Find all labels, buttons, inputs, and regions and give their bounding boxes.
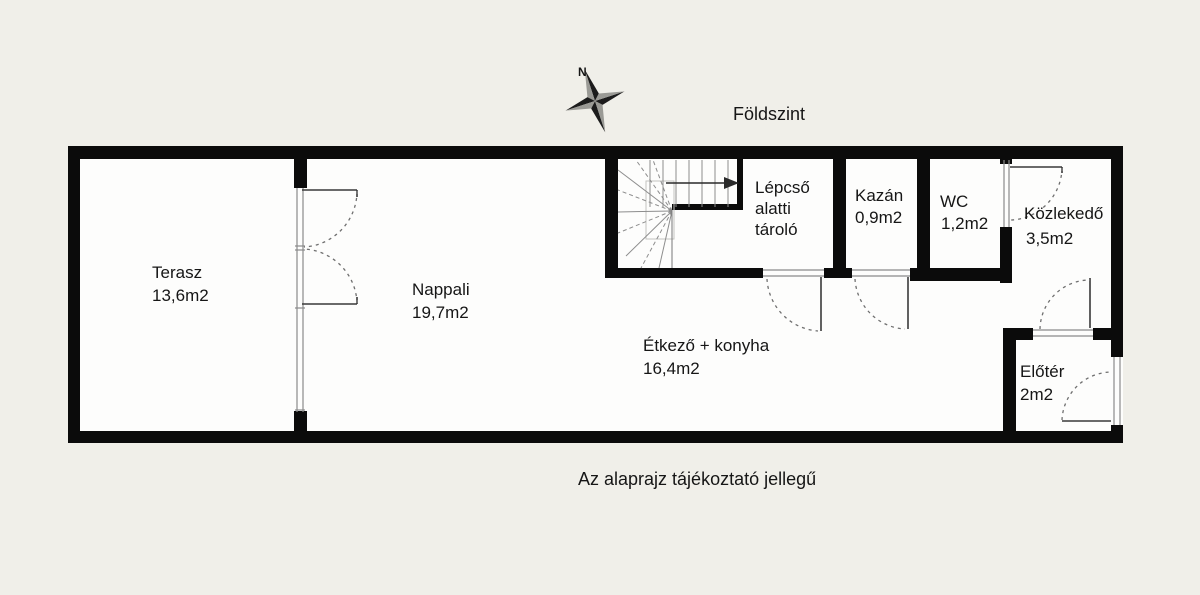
- wall-segment: [68, 146, 80, 443]
- room-name: Előtér: [1020, 362, 1065, 381]
- room-name-line2: alatti: [755, 199, 791, 218]
- wall-segment: [68, 146, 1123, 159]
- wall-segment: [917, 159, 930, 278]
- wall-segment: [605, 268, 763, 278]
- wall-segment: [605, 159, 618, 278]
- room-name: Közlekedő: [1024, 204, 1104, 223]
- room-name: Kazán: [855, 186, 904, 205]
- room-area: 13,6m2: [152, 286, 209, 305]
- room-area: 0,9m2: [855, 208, 903, 227]
- wall-segment: [68, 431, 1123, 443]
- room-name: Étkező + konyha: [643, 336, 770, 355]
- wall-segment: [737, 159, 743, 209]
- wall-segment: [294, 411, 307, 436]
- room-name-line3: tároló: [755, 220, 798, 239]
- wall-segment: [1000, 227, 1012, 283]
- room-name-line1: Lépcső: [755, 178, 810, 197]
- wall-segment: [1003, 328, 1033, 340]
- wall-segment: [1111, 425, 1123, 443]
- wall-segment: [1093, 328, 1123, 340]
- room-area: 2m2: [1020, 385, 1054, 404]
- wall-segment: [833, 159, 846, 278]
- room-name: WC: [940, 192, 969, 211]
- wall-segment: [1000, 159, 1012, 164]
- compass-rose: [555, 60, 634, 142]
- wall-segment: [1003, 340, 1016, 431]
- compass-north-label: N: [578, 65, 587, 79]
- room-area: 3,5m2: [1026, 229, 1074, 248]
- wall-segment: [672, 204, 743, 210]
- wall-segment: [1111, 146, 1123, 357]
- page-title: Földszint: [733, 104, 806, 124]
- disclaimer-note: Az alaprajz tájékoztató jellegű: [578, 469, 817, 489]
- room-area: 19,7m2: [412, 303, 469, 322]
- room-area: 1,2m2: [941, 214, 989, 233]
- room-name: Nappali: [412, 280, 470, 299]
- wall-segment: [294, 146, 307, 188]
- room-area: 16,4m2: [643, 359, 700, 378]
- room-name: Terasz: [152, 263, 203, 282]
- floor-area: [68, 146, 1123, 443]
